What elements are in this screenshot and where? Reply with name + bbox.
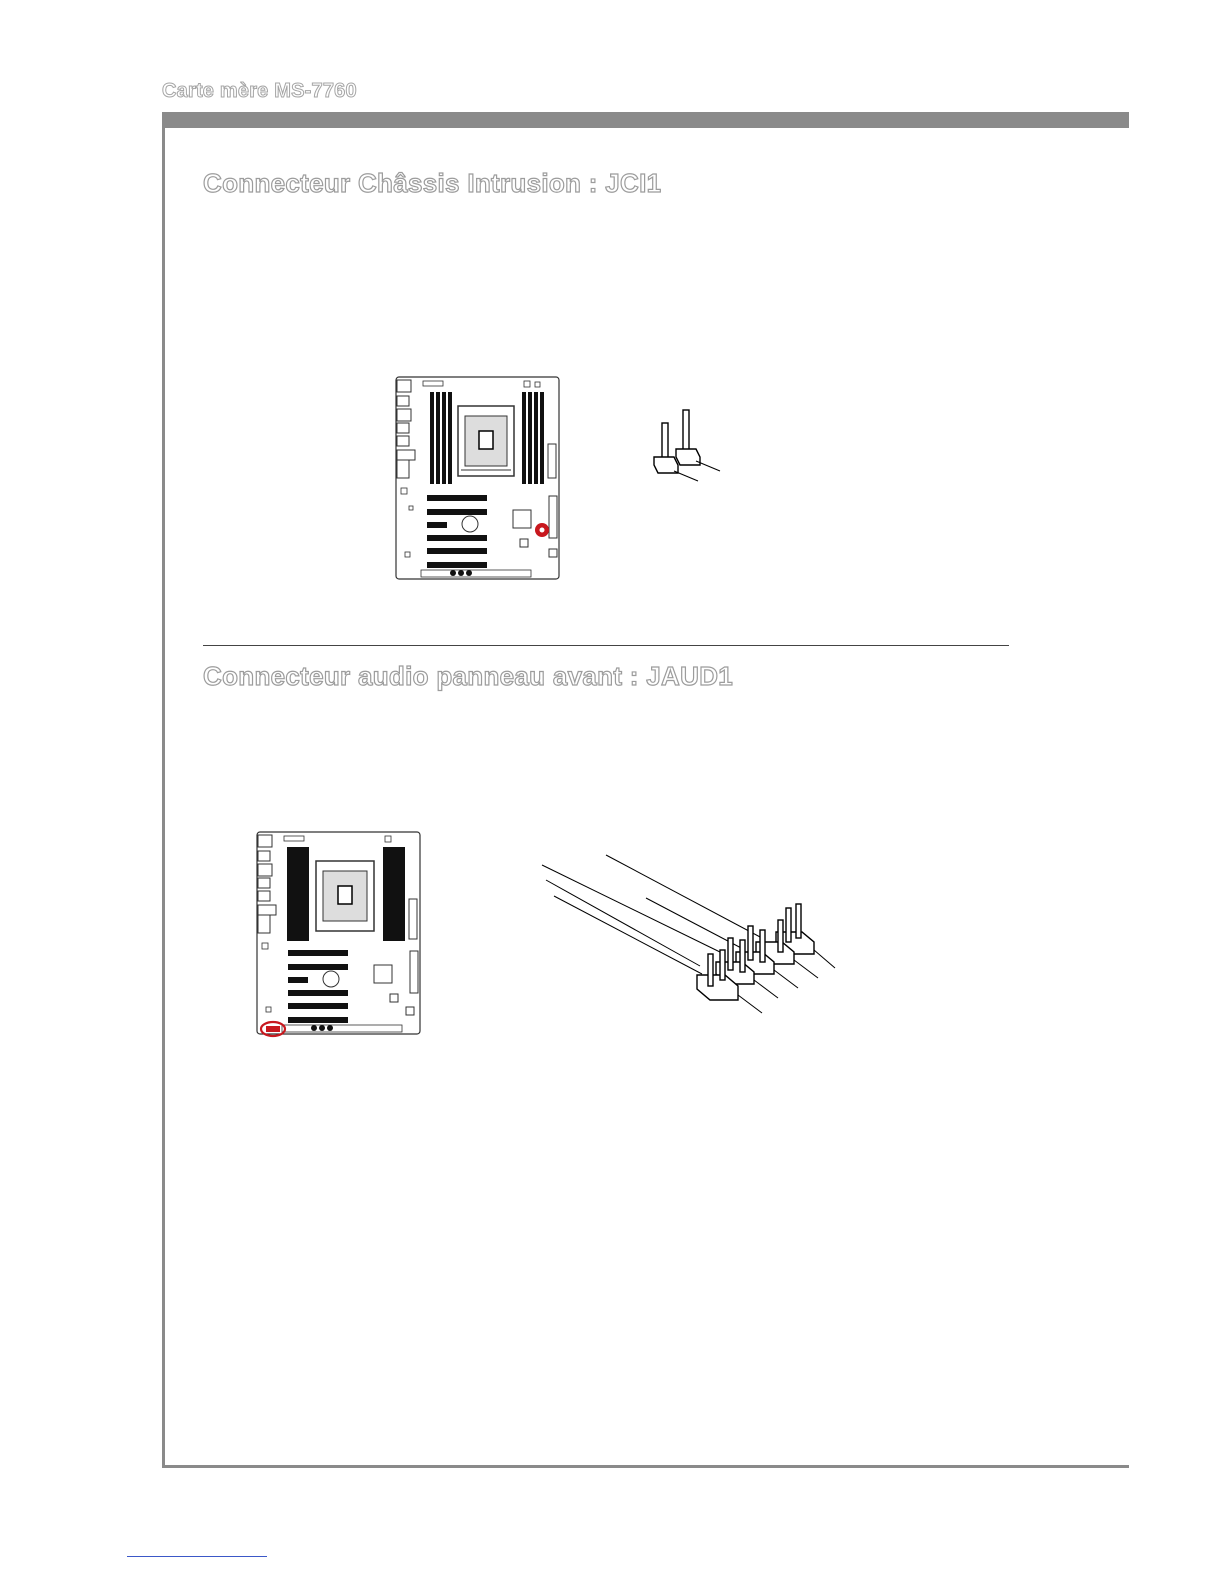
left-rule xyxy=(162,112,165,1468)
bottom-rule xyxy=(162,1465,1129,1468)
running-header: Carte mère MS-7760 xyxy=(162,80,357,102)
motherboard-diagram-jaud1 xyxy=(256,831,422,1037)
nine-pin-header-icon xyxy=(540,850,850,1025)
section-title-jaud1: Connecteur audio panneau avant : JAUD1 xyxy=(203,661,734,691)
section-divider xyxy=(203,645,1009,646)
section-title-jci1: Connecteur Châssis Intrusion : JCI1 xyxy=(203,168,662,198)
footer-link-underline[interactable] xyxy=(127,1556,267,1557)
top-bar xyxy=(162,112,1129,128)
two-pin-header-icon xyxy=(640,405,730,490)
motherboard-diagram-jci1 xyxy=(395,376,560,580)
